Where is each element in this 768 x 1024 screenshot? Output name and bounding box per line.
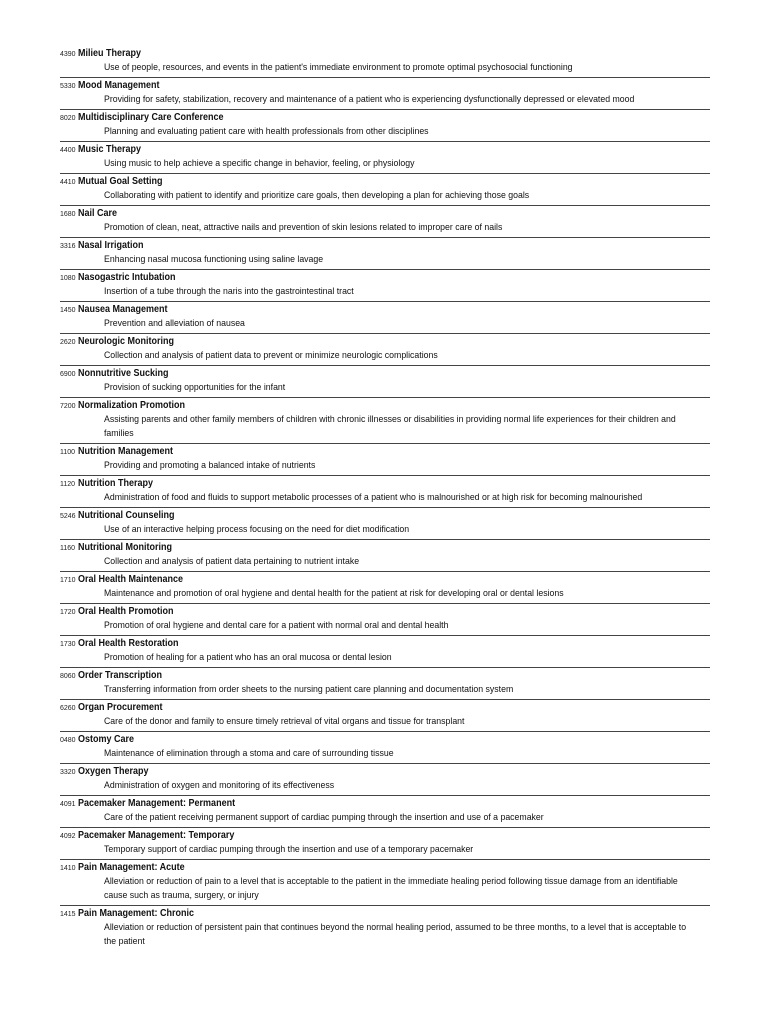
list-item (60, 796, 710, 828)
entry-title: Oral Health Promotion (78, 606, 174, 617)
list-item (60, 174, 710, 206)
entry-description: Planning and evaluating patient care with health professionals from other disciplines (104, 126, 429, 137)
entry-title: Pain Management: Acute (78, 862, 185, 873)
entry-title: Milieu Therapy (78, 48, 142, 59)
entry-description: Insertion of a tube through the naris into the gastrointestinal tract (104, 286, 354, 297)
entry-title: Multidisciplinary Care Conference (78, 112, 224, 123)
entry-code: 5330 (60, 83, 76, 90)
list-item (60, 860, 710, 906)
entry-description: Alleviation or reduction of persistent pain that continues beyond the normal healing period, assumed to be three months, to a level that is acceptable to the patient (104, 922, 687, 947)
entry-code: 5246 (60, 513, 76, 520)
entry-description: Collaborating with patient to identify and prioritize care goals, then developing a plan for achieving those goals (104, 190, 530, 201)
entry-title: Oxygen Therapy (78, 766, 149, 777)
entry-code: 8020 (60, 115, 76, 122)
entry-code: 6260 (60, 705, 76, 712)
list-item (60, 270, 710, 302)
entry-title: Nasal Irrigation (78, 240, 144, 251)
entry-title: Mutual Goal Setting (78, 176, 163, 187)
entry-description: Using music to help achieve a specific change in behavior, feeling, or physiology (104, 158, 415, 169)
entry-description: Promotion of clean, neat, attractive nails and prevention of skin lesions related to improper care of nails (104, 222, 503, 233)
entry-title: Nutritional Monitoring (78, 542, 172, 553)
entry-description: Alleviation or reduction of pain to a level that is acceptable to the patient in the immediate healing period following tissue damage from an identifiable cause such as trauma, surgery, or injury (104, 876, 678, 901)
entry-description: Temporary support of cardiac pumping through the insertion and use of a temporary pacemaker (104, 844, 474, 855)
entry-title: Mood Management (78, 80, 160, 91)
entry-code: 4091 (60, 801, 76, 808)
list-item (60, 476, 710, 508)
entry-code: 3316 (60, 243, 76, 250)
entry-code: 1710 (60, 577, 76, 584)
list-item (60, 732, 710, 764)
entry-code: 4390 (60, 51, 76, 58)
entry-description: Care of the donor and family to ensure timely retrieval of vital organs and tissue for transplant (104, 716, 465, 727)
entry-code: 1410 (60, 865, 76, 872)
entry-code: 8060 (60, 673, 76, 680)
list-item (60, 46, 710, 78)
entry-title: Nutrition Management (78, 446, 174, 457)
entry-title: Oral Health Maintenance (78, 574, 184, 585)
list-item (60, 906, 710, 951)
entry-description: Use of people, resources, and events in the patient's immediate environment to promote optimal psychosocial functioning (104, 62, 573, 73)
entry-title: Pacemaker Management: Permanent (78, 798, 236, 809)
entry-title: Nutrition Therapy (78, 478, 154, 489)
list-item (60, 668, 710, 700)
list-item (60, 540, 710, 572)
entry-code: 0480 (60, 737, 76, 744)
entry-code: 1160 (60, 545, 76, 552)
entry-title: Neurologic Monitoring (78, 336, 174, 347)
entry-description: Providing for safety, stabilization, recovery and maintenance of a patient who is experiencing dysfunctionally depressed or elevated mood (104, 94, 635, 105)
list-item (60, 302, 710, 334)
entry-description: Promotion of healing for a patient who has an oral mucosa or dental lesion (104, 652, 392, 663)
entry-description: Providing and promoting a balanced intake of nutrients (104, 460, 316, 471)
entry-code: 1730 (60, 641, 76, 648)
entry-description: Enhancing nasal mucosa functioning using saline lavage (104, 254, 324, 265)
entry-title: Nutritional Counseling (78, 510, 175, 521)
entry-title: Ostomy Care (78, 734, 135, 745)
entry-code: 7200 (60, 403, 76, 410)
list-item (60, 398, 710, 444)
entry-description: Maintenance of elimination through a stoma and care of surrounding tissue (104, 748, 394, 759)
list-item (60, 206, 710, 238)
entry-code: 3320 (60, 769, 76, 776)
list-item (60, 444, 710, 476)
entry-description: Maintenance and promotion of oral hygiene and dental health for the patient at risk for developing oral or dental lesions (104, 588, 564, 599)
list-item (60, 604, 710, 636)
entry-title: Organ Procurement (78, 702, 163, 713)
entry-description: Collection and analysis of patient data to prevent or minimize neurologic complications (104, 350, 438, 361)
entry-description: Transferring information from order sheets to the nursing patient care planning and documentation system (104, 684, 514, 695)
list-item (60, 700, 710, 732)
entry-title: Nausea Management (78, 304, 168, 315)
list-item (60, 366, 710, 398)
entry-code: 1415 (60, 911, 76, 918)
entry-description: Assisting parents and other family members of children with chronic illnesses or disabilities in providing normal life experiences for their children and families (104, 414, 676, 439)
entry-code: 1120 (60, 481, 76, 488)
list-item (60, 78, 710, 110)
entry-title: Pain Management: Chronic (78, 908, 195, 919)
entry-description: Promotion of oral hygiene and dental care for a patient with normal oral and dental health (104, 620, 449, 631)
entry-code: 1720 (60, 609, 76, 616)
entry-code: 4092 (60, 833, 76, 840)
entry-code: 4400 (60, 147, 76, 154)
entry-code: 1680 (60, 211, 76, 218)
list-item (60, 508, 710, 540)
entry-description: Care of the patient receiving permanent support of cardiac pumping through the insertion and use of a pacemaker (104, 812, 544, 823)
entry-title: Oral Health Restoration (78, 638, 179, 649)
entry-code: 4410 (60, 179, 76, 186)
list-item (60, 238, 710, 270)
entry-description: Collection and analysis of patient data pertaining to nutrient intake (104, 556, 360, 567)
list-item (60, 828, 710, 860)
entry-title: Pacemaker Management: Temporary (78, 830, 235, 841)
list-item (60, 334, 710, 366)
entry-title: Music Therapy (78, 144, 142, 155)
entry-title: Nail Care (78, 208, 118, 219)
entry-code: 1100 (60, 449, 76, 456)
entry-title: Order Transcription (78, 670, 163, 681)
entry-description: Prevention and alleviation of nausea (104, 318, 245, 329)
list-item (60, 636, 710, 668)
entry-description: Provision of sucking opportunities for the infant (104, 382, 286, 393)
list-item (60, 764, 710, 796)
entry-title: Nasogastric Intubation (78, 272, 176, 283)
entry-title: Normalization Promotion (78, 400, 186, 411)
entry-description: Administration of oxygen and monitoring of its effectiveness (104, 780, 335, 791)
entry-code: 2620 (60, 339, 76, 346)
list-item (60, 142, 710, 174)
list-item (60, 110, 710, 142)
entry-code: 1080 (60, 275, 76, 282)
list-item (60, 572, 710, 604)
entry-code: 6900 (60, 371, 76, 378)
entry-code: 1450 (60, 307, 76, 314)
entry-description: Administration of food and fluids to support metabolic processes of a patient who is malnourished or at high risk for becoming malnourished (104, 492, 643, 503)
intervention-list (60, 46, 710, 951)
entry-description: Use of an interactive helping process focusing on the need for diet modification (104, 524, 410, 535)
entry-title: Nonnutritive Sucking (78, 368, 169, 379)
